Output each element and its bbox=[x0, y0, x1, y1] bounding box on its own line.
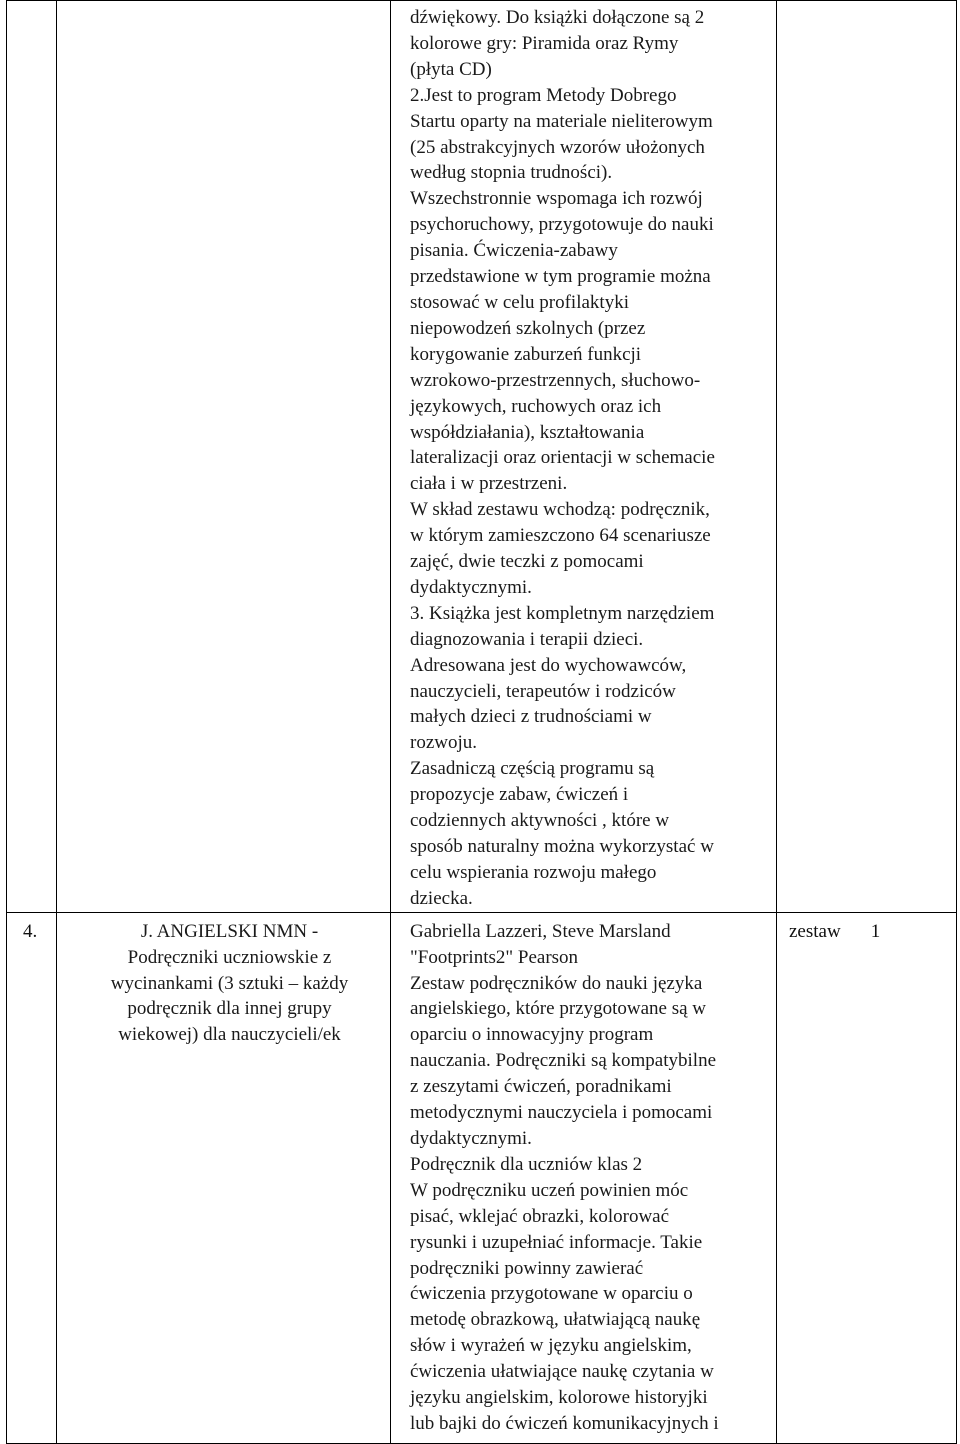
description-line: podręczniki powinny zawierać bbox=[410, 1257, 644, 1279]
description-line: słów i wyrażeń w języku angielskim, bbox=[410, 1335, 692, 1357]
name-line: podręcznik dla innej grupy bbox=[127, 998, 332, 1020]
number-cell bbox=[7, 912, 57, 1443]
name-cell bbox=[57, 912, 391, 1443]
quantity-cell bbox=[777, 912, 957, 1443]
description-line: dźwiękowy. Do książki dołączone są 2 bbox=[410, 7, 705, 28]
description-cell bbox=[391, 912, 777, 1443]
description-line: rozwoju. bbox=[410, 732, 478, 754]
description-line: sposób naturalny można wykorzystać w bbox=[410, 836, 714, 857]
quantity-cell bbox=[777, 1, 957, 913]
quantity-value: 1 bbox=[870, 920, 881, 942]
description-line: (25 abstrakcyjnych wzorów ułożonych bbox=[410, 136, 705, 158]
description-line: przedstawione w tym programie można bbox=[410, 266, 711, 288]
row-number: 4. bbox=[23, 920, 38, 942]
description-line: metodę obrazkową, ułatwiającą naukę bbox=[410, 1309, 701, 1331]
description-line: Startu oparty na materiale nieliterowym bbox=[410, 110, 713, 132]
name-line: wiekowej) dla nauczycieli/ek bbox=[118, 1024, 341, 1046]
item-name bbox=[57, 919, 390, 1049]
number-cell bbox=[7, 1, 57, 913]
description-line: współdziałania), kształtowania bbox=[410, 421, 645, 443]
description-line: Wszechstronnie wspomaga ich rozwój bbox=[410, 188, 703, 210]
description-line: oparciu o innowacyjny program bbox=[410, 1024, 654, 1046]
description-line: metodycznymi nauczyciela i pomocami bbox=[410, 1102, 713, 1124]
description-line: rysunki i uzupełniać informacje. Takie bbox=[410, 1231, 703, 1253]
description-line: pisać, wklejać obrazki, kolorować bbox=[410, 1205, 670, 1227]
description-line: W podręczniku uczeń powinien móc bbox=[410, 1179, 689, 1201]
description-line: celu wspierania rozwoju małego bbox=[410, 861, 657, 883]
description-line: kolorowe gry: Piramida oraz Rymy bbox=[410, 32, 679, 54]
description-line: W skład zestawu wchodzą: podręcznik, bbox=[410, 499, 710, 521]
description-line: ćwiczenia przygotowane w oparciu o bbox=[410, 1283, 693, 1305]
description-line: z zeszytami ćwiczeń, poradnikami bbox=[410, 1076, 672, 1098]
description-line: językowych, ruchowych oraz ich bbox=[410, 395, 662, 417]
description-line: zajęć, dwie teczki z pomocami bbox=[410, 551, 644, 573]
description-line: angielskiego, które przygotowane są w bbox=[410, 998, 706, 1020]
description-line: w którym zamieszczono 64 scenariusze bbox=[410, 525, 711, 547]
description-line: dydaktycznymi. bbox=[410, 1127, 532, 1149]
name-line: wycinankami (3 sztuki – każdy bbox=[110, 972, 349, 994]
description-line: języku angielskim, kolorowe historyjki bbox=[410, 1387, 708, 1409]
name-line: J. ANGIELSKI NMN - bbox=[140, 920, 319, 942]
name-line: Podręczniki uczniowskie z bbox=[127, 946, 332, 968]
description-line: stosować w celu profilaktyki bbox=[410, 291, 629, 313]
description-line: Zestaw podręczników do nauki języka bbox=[410, 972, 703, 994]
quantity-info bbox=[777, 919, 956, 945]
description-line: Zasadniczą częścią programu są bbox=[410, 758, 655, 780]
description-line: niepowodzeń szkolnych (przez bbox=[410, 317, 646, 339]
item-description bbox=[391, 5, 776, 912]
description-line: "Footprints2" Pearson bbox=[410, 946, 579, 968]
description-line: Gabriella Lazzeri, Steve Marsland bbox=[410, 920, 671, 942]
description-line: propozycje zabaw, ćwiczeń i bbox=[410, 784, 629, 806]
description-line: lateralizacji oraz orientacji w schemacie bbox=[410, 447, 715, 469]
description-line: dydaktycznymi. bbox=[410, 576, 532, 598]
description-line: według stopnia trudności). bbox=[410, 162, 613, 184]
table-row bbox=[7, 912, 957, 1443]
description-line: 3. Książka jest kompletnym narzędziem bbox=[410, 602, 715, 624]
description-line: nauczycieli, terapeutów i rodziców bbox=[410, 680, 676, 702]
order-table bbox=[6, 0, 957, 1444]
description-line: 2.Jest to program Metody Dobrego bbox=[410, 84, 677, 106]
description-line: wzrokowo-przestrzennych, słuchowo- bbox=[410, 369, 701, 391]
table-row bbox=[7, 1, 957, 913]
description-line: pisania. Ćwiczenia-zabawy bbox=[410, 240, 618, 262]
description-cell bbox=[391, 1, 777, 913]
description-line: korygowanie zaburzeń funkcji bbox=[410, 343, 642, 365]
description-line: małych dzieci z trudnościami w bbox=[410, 706, 652, 728]
description-line: lub bajki do ćwiczeń komunikacyjnych i bbox=[410, 1412, 719, 1434]
description-line: (płyta CD) bbox=[410, 58, 492, 80]
item-description bbox=[391, 919, 776, 1437]
description-line: diagnozowania i terapii dzieci. bbox=[410, 628, 644, 650]
description-line: psychoruchowy, przygotowuje do nauki bbox=[410, 214, 714, 236]
name-cell bbox=[57, 1, 391, 913]
description-line: Podręcznik dla uczniów klas 2 bbox=[410, 1153, 643, 1175]
unit-label: zestaw bbox=[789, 920, 841, 942]
description-line: Adresowana jest do wychowawców, bbox=[410, 654, 687, 676]
description-line: nauczania. Podręczniki są kompatybilne bbox=[410, 1050, 717, 1072]
description-line: codziennych aktywności , które w bbox=[410, 810, 670, 832]
description-line: ciała i w przestrzeni. bbox=[410, 473, 568, 495]
description-line: dziecka. bbox=[410, 887, 473, 909]
description-line: ćwiczenia ułatwiające naukę czytania w bbox=[410, 1361, 714, 1383]
